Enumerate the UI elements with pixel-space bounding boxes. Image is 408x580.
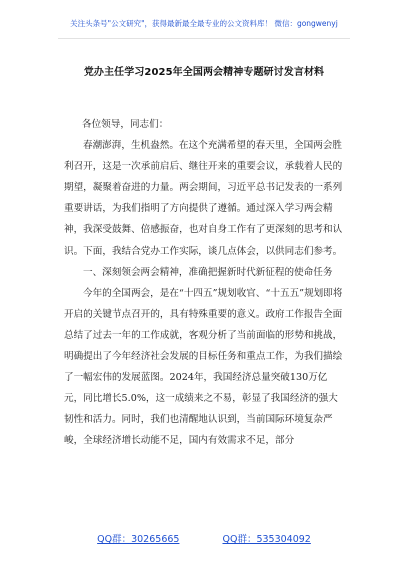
qq-group-1-link[interactable]: QQ群：30265665	[97, 534, 180, 545]
section-paragraph: 今年的全国两会，是在“十四五”规划收官、“十五五”规划即将开启的关键节点召开的，具有特殊重要的意义。政府工作报告全面总结了过去一年的工作成就，客观分析了当前面临的形势和挑战，明确提出了今年经济社会发展的目标任务和重点工作，为我们描绘了一幅宏伟的发展蓝图。2024年，我国经济总量突破130万亿元，同比增长5.0%，这一成绩来之不易，彰显了我国经济的强大韧性和活力。同时，我们也清醒地认识到，当前国际环境复杂严峻，全球经济增长动能不足，国内有效需求不足，部分	[64, 287, 343, 447]
qq-group-2-link[interactable]: QQ群：535304092	[222, 534, 311, 545]
intro-paragraph: 春潮澎湃，生机盎然。在这个充满希望的春天里，全国两会胜利召开，这是一次承前启后、继往开来的重要会议，承载着人民的期望，凝聚着奋进的力量。两会期间，习近平总书记发表的一系列重要讲话，为我们指明了方向提供了遵循。通过深入学习两会精神，我深受鼓舞、倍感振奋，也对自身工作有了更深刻的思考和认识。下面，我结合党办工作实际，谈几点体会，以供同志们参考。	[64, 140, 343, 257]
salutation: 各位领导，同志们：	[82, 119, 169, 130]
header-divider	[58, 38, 350, 39]
document-title: 党办主任学习2025年全国两会精神专题研讨发言材料	[83, 67, 325, 78]
document-body	[64, 114, 346, 452]
top-banner: 关注头条号"公文研究"，获得最新最全最专业的公文资料库！ 微信：gongwenyj	[70, 19, 338, 28]
footer-contact	[0, 531, 408, 545]
section-heading: 一、深刻领会两会精神，准确把握新时代新征程的使命任务	[83, 266, 333, 278]
